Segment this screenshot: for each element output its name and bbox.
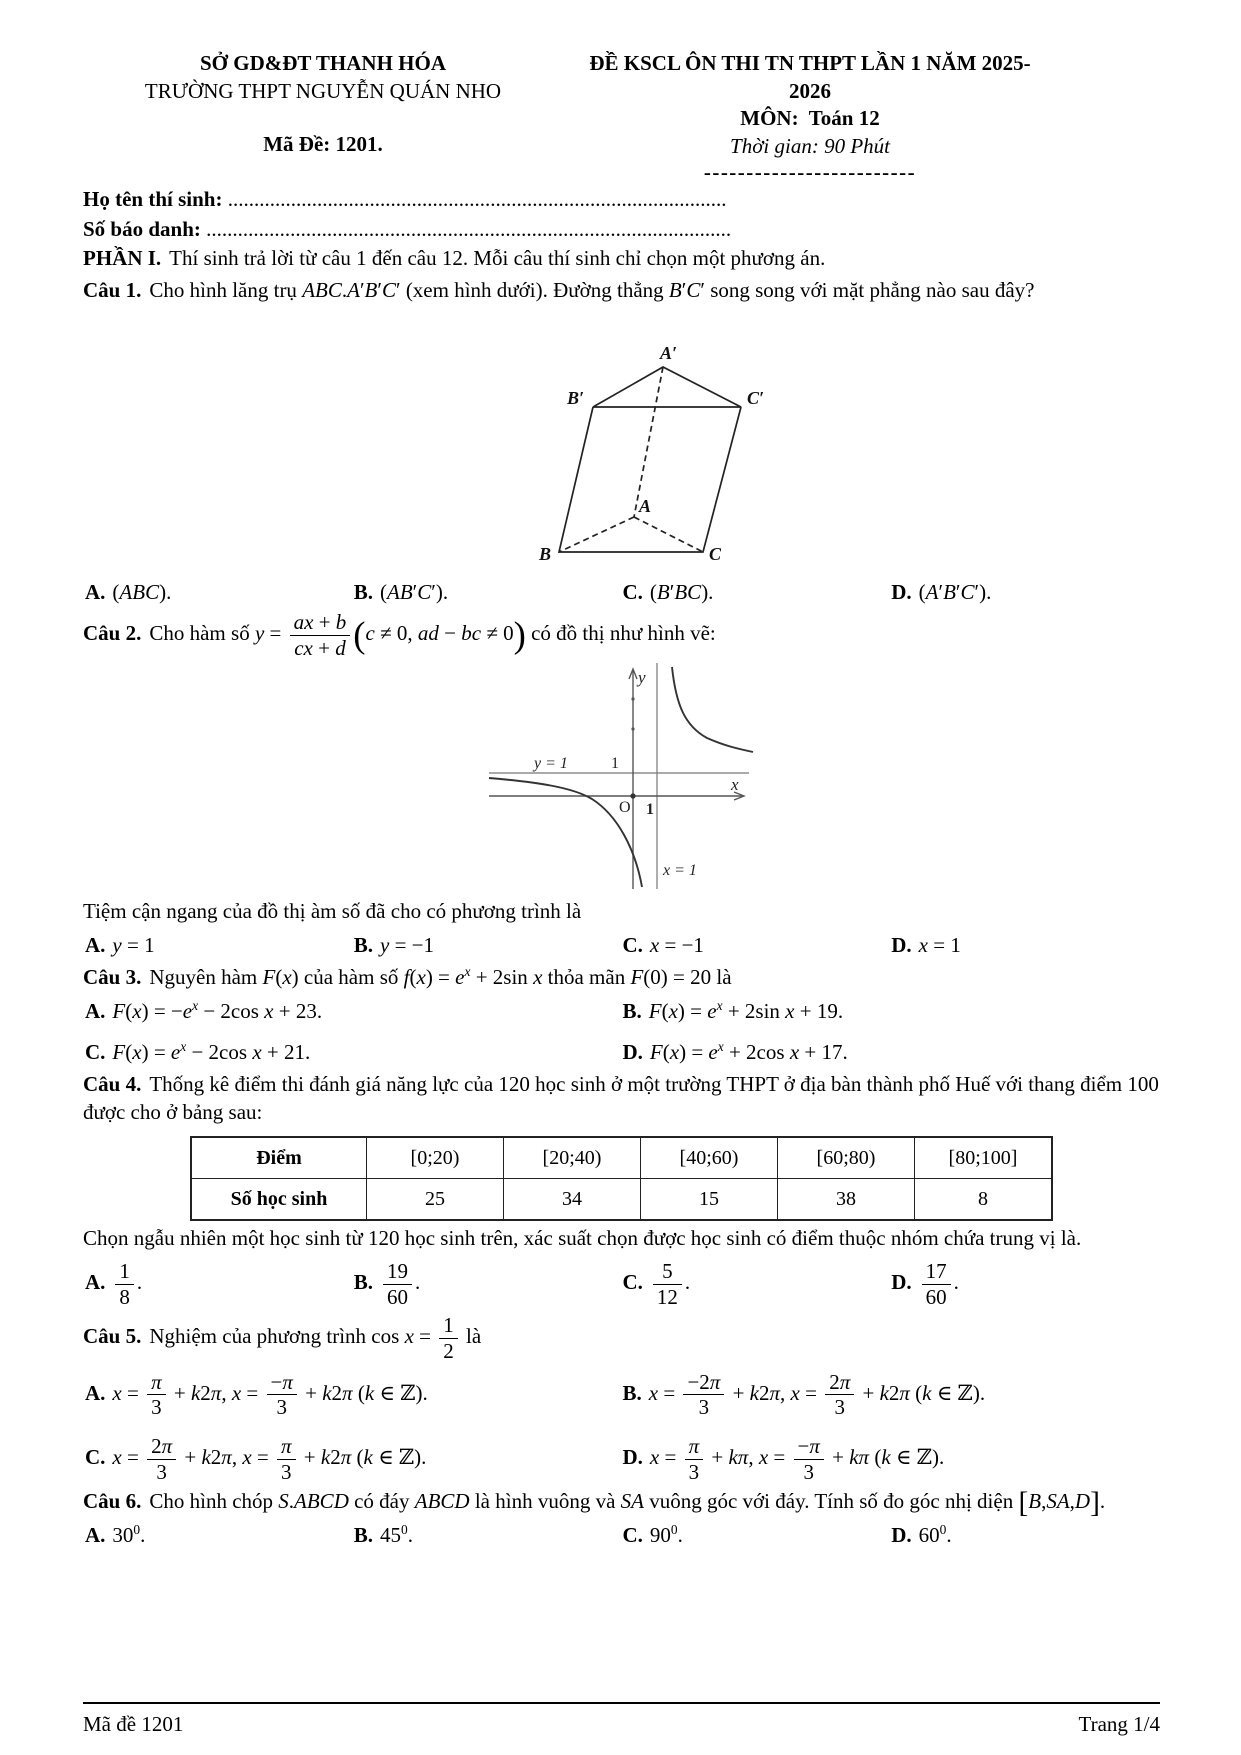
x-tick-label: 1: [645, 800, 654, 818]
option-letter: B.: [353, 933, 374, 958]
option-a: [85, 1259, 354, 1309]
option-b: [354, 932, 623, 960]
option-text: $\frac{17}{60}$ .: [919, 1270, 959, 1294]
question-2-statement: Cho hàm số y = $\frac{ax + b}{cx + d}$ (c ≠ 0, ad − bc ≠ 0) có đồ thị như hình vẽ:: [149, 610, 716, 660]
option-letter: D.: [622, 1040, 643, 1065]
question-2-figure: [83, 663, 1160, 897]
vertex-label-a-prime: A′: [659, 342, 677, 363]
question-1-label: Câu 1.: [83, 278, 142, 303]
option-text: $\frac{19}{60}$ .: [380, 1270, 420, 1294]
vertex-label-c: C: [708, 543, 721, 564]
y-tick-label: 1: [610, 754, 619, 772]
option-a: [85, 1370, 623, 1420]
question-3: [83, 964, 1160, 1067]
option-text: x = $\frac{2\pi}{3}$ + k2π, x = $\frac{\pi}{3}$ + k2π (k ∈ ℤ).: [112, 1434, 427, 1484]
vertex-label-b-prime: B′: [566, 387, 584, 408]
option-letter: D.: [891, 933, 912, 958]
question-5: [83, 1313, 1160, 1484]
table-cell: [60;80): [778, 1137, 915, 1179]
vertex-label-a: A: [638, 495, 651, 516]
question-2-options: [85, 932, 1160, 960]
footer-page-number: Trang 1/4: [1078, 1712, 1160, 1737]
option-letter: C.: [85, 1040, 106, 1065]
question-2-label: Câu 2.: [83, 621, 142, 646]
student-id-line: [83, 216, 1160, 244]
question-1: [83, 277, 1160, 606]
exam-title-line1: ĐỀ KSCL ÔN THI TN THPT LẦN 1 NĂM 2025-: [589, 51, 1031, 75]
v-asymptote-label: x = 1: [662, 861, 697, 879]
exam-code-label: Mã Đề: 1201.: [263, 132, 383, 157]
part1-instruction: Thí sinh trả lời từ câu 1 đến câu 12. Mỗi câu thí sinh chỉ chọn một phương án.: [169, 246, 826, 271]
prism-figure: [471, 307, 773, 565]
option-letter: B.: [353, 579, 374, 604]
option-a: [85, 579, 354, 607]
option-letter: A.: [85, 1380, 106, 1405]
header-divider-dashes: -------------------------: [703, 159, 917, 184]
option-letter: D.: [622, 1445, 643, 1470]
table-cell: 25: [367, 1179, 504, 1221]
subject-line: MÔN: Toán 12: [740, 106, 880, 131]
question-3-label: Câu 3.: [83, 964, 142, 989]
option-b: [354, 579, 623, 607]
option-c: [623, 1259, 892, 1309]
table-header-cell: Điểm: [191, 1137, 367, 1179]
question-4: [83, 1071, 1160, 1310]
option-c: [85, 1434, 623, 1484]
option-text: x = $\frac{-2\pi}{3}$ + k2π, x = $\frac{2\pi}{3}$ + k2π (k ∈ ℤ).: [648, 1369, 986, 1420]
option-c: [623, 932, 892, 960]
question-4-label: Câu 4.: [83, 1071, 142, 1096]
student-name-dotted-field: ...............................................................................................: [227, 186, 727, 211]
header-right-block: [571, 50, 1049, 184]
table-header-row: [191, 1137, 1052, 1179]
option-letter: A.: [85, 1523, 106, 1548]
option-b: [623, 1370, 1161, 1420]
table-data-row: [191, 1179, 1052, 1221]
option-letter: B.: [622, 1380, 642, 1405]
option-d: [623, 1039, 1161, 1067]
student-id-dotted-field: ....................................................................................................: [206, 216, 732, 241]
option-d: [891, 579, 1160, 607]
x-axis-label: x: [730, 774, 739, 794]
option-text: $90^0$.: [649, 1522, 683, 1548]
option-text: y = 1: [112, 933, 155, 958]
option-text: $\frac{1}{8}$ .: [112, 1270, 142, 1294]
table-cell: 38: [778, 1179, 915, 1221]
header-left-block: [83, 50, 563, 184]
question-4-statement: Thống kê điểm thi đánh giá năng lực của 120 học sinh ở một trường THPT ở địa bàn thành phố Huế với thang điểm 100 được cho ở bảng sau:: [83, 1071, 1159, 1124]
table-cell: [80;100]: [915, 1137, 1053, 1179]
option-a: [85, 1522, 354, 1550]
option-c: [85, 1039, 623, 1067]
question-2-subquestion: Tiệm cận ngang của đồ thị àm số đã cho có phương trình là: [83, 899, 582, 924]
option-d: [891, 1522, 1160, 1550]
option-c: [623, 579, 892, 607]
school-name: TRƯỜNG THPT NGUYỄN QUÁN NHO: [144, 78, 502, 103]
option-c: [623, 1522, 892, 1550]
option-letter: C.: [85, 1445, 106, 1470]
question-2: [83, 610, 1160, 960]
option-text: (B′BC).: [649, 579, 714, 604]
option-b: [623, 998, 1161, 1026]
option-text: x = $\frac{\pi}{3}$ + kπ, x = $\frac{-\pi}{3}$ + kπ (k ∈ ℤ).: [649, 1434, 945, 1484]
question-1-statement: Cho hình lăng trụ ABC.A′B′C′ (xem hình dưới). Đường thẳng B′C′ song song với mặt phẳng nào sau đây?: [149, 278, 1035, 303]
option-text: $F(x) = e^x + 2\sin$ x + 19.: [648, 997, 844, 1023]
option-text: $60^0$.: [918, 1522, 952, 1548]
table-cell: 8: [915, 1179, 1053, 1221]
option-letter: C.: [622, 1270, 643, 1295]
option-letter: C.: [622, 933, 643, 958]
option-letter: B.: [353, 1270, 374, 1295]
option-letter: A.: [85, 1270, 106, 1295]
option-letter: A.: [85, 933, 106, 958]
duration-line: Thời gian: 90 Phút: [730, 134, 890, 159]
option-text: x = −1: [649, 933, 704, 958]
exam-header: [83, 50, 1160, 184]
table-cell: 15: [641, 1179, 778, 1221]
option-text: $\frac{5}{12}$ .: [650, 1270, 690, 1294]
question-6-label: Câu 6.: [83, 1489, 142, 1514]
option-text: $30^0$.: [112, 1522, 146, 1548]
table-cell: [0;20): [367, 1137, 504, 1179]
option-letter: A.: [85, 579, 106, 604]
part1-label: PHẦN I.: [83, 246, 162, 271]
option-text: (AB′C′).: [380, 579, 449, 604]
option-b: [354, 1522, 623, 1550]
option-text: $45^0$.: [380, 1522, 413, 1548]
page-footer: [83, 1702, 1160, 1739]
option-letter: D.: [891, 1523, 912, 1548]
student-name-line: [83, 186, 1160, 214]
table-cell: [20;40): [504, 1137, 641, 1179]
question-4-options: [85, 1259, 1160, 1309]
table-cell: 34: [504, 1179, 641, 1221]
option-letter: B.: [622, 998, 642, 1023]
option-letter: B.: [353, 1523, 374, 1548]
option-b: [354, 1259, 623, 1309]
option-letter: C.: [622, 1523, 643, 1548]
hyperbola-graph: [486, 663, 758, 889]
option-d: [891, 1259, 1160, 1309]
option-d: [623, 1434, 1161, 1484]
option-letter: A.: [85, 998, 106, 1023]
y-axis-label: y: [637, 667, 646, 687]
question-1-options: [85, 579, 1160, 607]
option-letter: D.: [891, 1270, 912, 1295]
question-6-options: [85, 1522, 1160, 1550]
table-cell: [40;60): [641, 1137, 778, 1179]
option-letter: D.: [891, 579, 912, 604]
question-6: [83, 1488, 1160, 1549]
question-5-statement: Nghiệm của phương trình cos x = $\frac{1}{2}$ là: [149, 1313, 482, 1364]
question-4-subquestion: Chọn ngẫu nhiên một học sinh từ 120 học sinh trên, xác suất chọn được học sinh có điểm thuộc nhóm chứa trung vị là.: [83, 1226, 1082, 1251]
vertex-label-c-prime: C′: [746, 387, 764, 408]
vertex-label-b: B: [538, 543, 551, 564]
question-5-options: [85, 1370, 1160, 1485]
part1-heading: [83, 245, 1160, 273]
table-header-cell: Số học sinh: [191, 1179, 367, 1221]
question-1-figure: [83, 307, 1160, 573]
question-5-label: Câu 5.: [83, 1324, 142, 1349]
question-3-statement: Nguyên hàm F(x) của hàm số $f(x) = e^x + 2\sin$ x thỏa mãn F(0) = 20 là: [149, 963, 732, 989]
student-id-label: Số báo danh:: [83, 216, 201, 241]
exam-title-line2: 2026: [789, 78, 831, 103]
origin-label: O: [618, 798, 631, 816]
option-text: $F(x) = e^x - 2\cos$ x + 21.: [112, 1039, 311, 1065]
option-text: (ABC).: [112, 579, 172, 604]
option-text: x = $\frac{\pi}{3}$ + k2π, x = $\frac{-\pi}{3}$ + k2π (k ∈ ℤ).: [112, 1369, 428, 1420]
option-text: $F(x) = e^x + 2\cos$ x + 17.: [649, 1039, 848, 1065]
student-name-label: Họ tên thí sinh:: [83, 186, 223, 211]
h-asymptote-label: y = 1: [533, 754, 568, 772]
question-6-statement: Cho hình chóp S.ABCD có đáy ABCD là hình vuông và SA vuông góc với đáy. Tính số đo góc nhị diện [B,SA,D].: [149, 1487, 1106, 1520]
option-d: [891, 932, 1160, 960]
footer-exam-code: Mã đề 1201: [83, 1712, 184, 1737]
option-text: x = 1: [918, 933, 961, 958]
option-letter: C.: [622, 579, 643, 604]
department-name: SỞ GD&ĐT THANH HÓA: [199, 51, 446, 75]
score-frequency-table: [190, 1136, 1053, 1221]
question-3-options: [85, 998, 1160, 1067]
option-text: y = −1: [380, 933, 435, 958]
option-text: (A′B′C′).: [918, 579, 992, 604]
option-text: $F(x) = -e^x - 2\cos$ x + 23.: [112, 997, 323, 1023]
option-a: [85, 932, 354, 960]
option-a: [85, 998, 623, 1026]
